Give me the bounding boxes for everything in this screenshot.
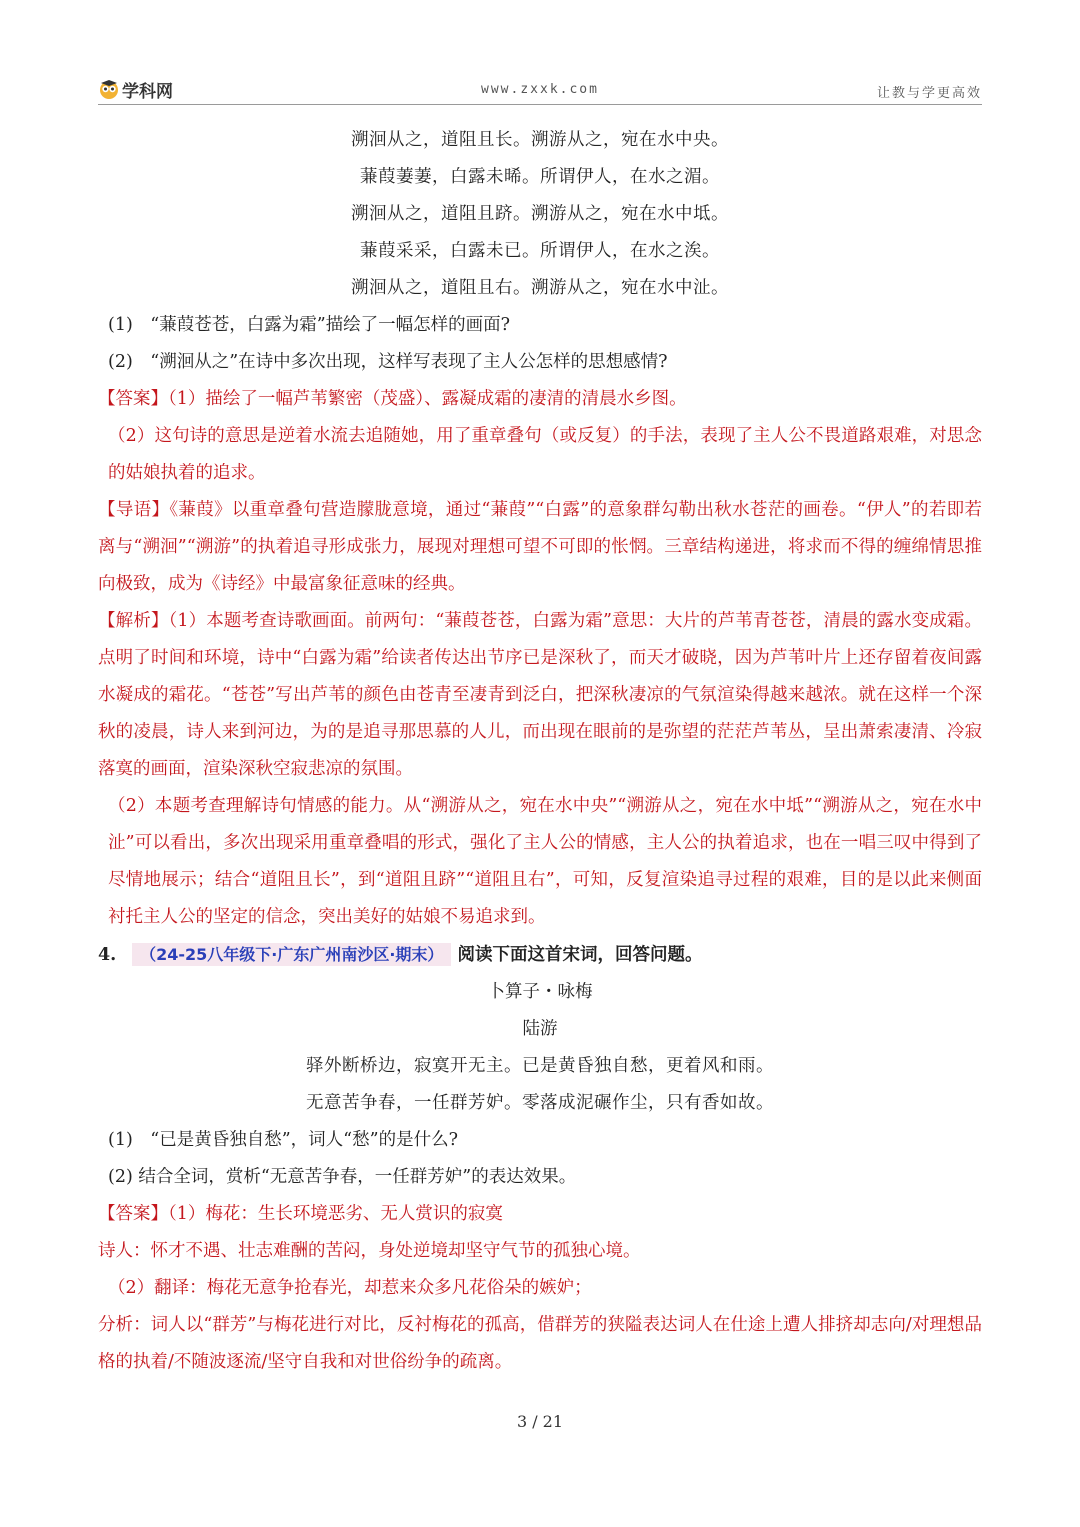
poem-title: 卜算子・咏梅 [487,982,593,1002]
analysis-tag: 【解析】 [98,611,169,631]
answer-text: （1）梅花：生长环境恶劣、无人赏识的寂寞 [168,1204,503,1224]
guide-tag: 【导语】 [98,500,170,520]
question-item: (1) “蒹葭苍苍，白露为霜”描绘了一幅怎样的画面? [108,315,511,335]
answer-text: （2）翻译：梅花无意争抢春光，却惹来众多凡花俗朵的嫉妒； [108,1278,592,1298]
guide-block [98,492,982,603]
poem-line: 驿外断桥边，寂寞开无主。已是黄昏独自愁，更着风和雨。 [306,1056,774,1076]
document-body [98,122,982,1381]
answer-block [98,1196,982,1233]
question-source-badge: （24-25八年级下·广东广州南沙区·期末） [132,943,451,966]
question-number: 4. [98,945,117,965]
answer-text: 分析：词人以“群芳”与梅花进行对比，反衬梅花的孤高，借群芳的狭隘表达词人在仕途上遭人排挤却志向/对理想品格的执着/不随波逐流/坚守自我和对世俗纷争的疏离。 [98,1315,982,1372]
answer-tag: 【答案】 [98,389,168,409]
logo-text: 学科网 [122,81,173,102]
answer-text: （2）这句诗的意思是逆着水流去追随她，用了重章叠句（或反复）的手法，表现了主人公不畏道路艰难，对思念的姑娘执着的追求。 [108,426,982,483]
poem-line: 蒹葭萋萋，白露未晞。所谓伊人，在水之湄。 [360,167,720,187]
question-4-header [98,936,982,974]
question-item: (1) “已是黄昏独自愁”，词人“愁”的是什么? [108,1130,458,1150]
analysis-text: （1）本题考查诗歌画面。前两句：“蒹葭苍苍，白露为霜”意思：大片的芦苇青苍苍，清晨的露水变成霜。点明了时间和环境，诗中“白露为霜”给读者传达出节序已是深秋了，而天才破晓，因为芦苇叶片上还存留着夜间露水凝成的霜花。“苍苍”写出芦苇的颜色由苍青至凄青到泛白，把深秋凄凉的气氛渲染得越来越浓。就在这样一个深秋的凌晨，诗人来到河边，为的是追寻那思慕的人儿，而出现在眼前的是弥望的茫茫芦苇丛，呈出萧索凄清、冷寂落寞的画面，渲染深秋空寂悲凉的氛围。 [98,611,983,779]
answer-block [98,381,982,418]
answer-text: 诗人：怀才不遇、壮志难酬的苦闷，身处逆境却坚守气节的孤独心境。 [98,1241,641,1261]
site-url[interactable]: www.zxxk.com [481,82,599,97]
poem-line: 溯洄从之，道阻且长。溯游从之，宛在水中央。 [351,130,729,150]
question-item: (2) 结合全词，赏析“无意苦争春，一任群芳妒”的表达效果。 [108,1167,577,1187]
question-item: (2) “溯洄从之”在诗中多次出现，这样写表现了主人公怎样的思想感情? [108,352,668,372]
poem-author: 陆游 [522,1019,558,1039]
guide-text: 《蒹葭》以重章叠句营造朦胧意境，通过“蒹葭”“白露”的意象群勾勒出秋水苍茫的画卷。“伊人”的若即若离与“溯洄”“溯游”的执着追寻形成张力，展现对理想可望不可即的怅惘。三章结构递进，将求而不得的缠绵情思推向极致，成为《诗经》中最富象征意味的经典。 [98,500,983,594]
page-number: 3 / 21 [516,1412,564,1431]
page-header [98,74,982,105]
poem-line: 溯洄从之，道阻且右。溯游从之，宛在水中沚。 [351,278,729,298]
header-slogan: 让教与学更高效 [876,86,982,101]
poem-line: 无意苦争春，一任群芳妒。零落成泥碾作尘，只有香如故。 [306,1093,774,1113]
analysis-text: （2）本题考查理解诗句情感的能力。从“溯游从之，宛在水中央”“溯游从之，宛在水中坻”“溯游从之，宛在水中沚”可以看出，多次出现采用重章叠唱的形式，强化了主人公的情感，主人公的执着追求，也在一唱三叹中得到了尽情地展示；结合“道阻且长”，到“道阻且跻”“道阻且右”，可知，反复渲染追寻过程的艰难，目的是以此来侧面衬托主人公的坚定的信念，突出美好的姑娘不易追求到。 [108,796,982,927]
answer-text: （1）描绘了一幅芦苇繁密（茂盛）、露凝成霜的凄清的清晨水乡图。 [168,389,687,409]
question-prompt: 阅读下面这首宋词，回答问题。 [457,945,703,965]
answer-tag: 【答案】 [98,1204,168,1224]
poem-line: 蒹葭采采，白露未已。所谓伊人，在水之涘。 [360,241,720,261]
poem-line: 溯洄从之，道阻且跻。溯游从之，宛在水中坻。 [351,204,729,224]
analysis-block [98,603,982,788]
